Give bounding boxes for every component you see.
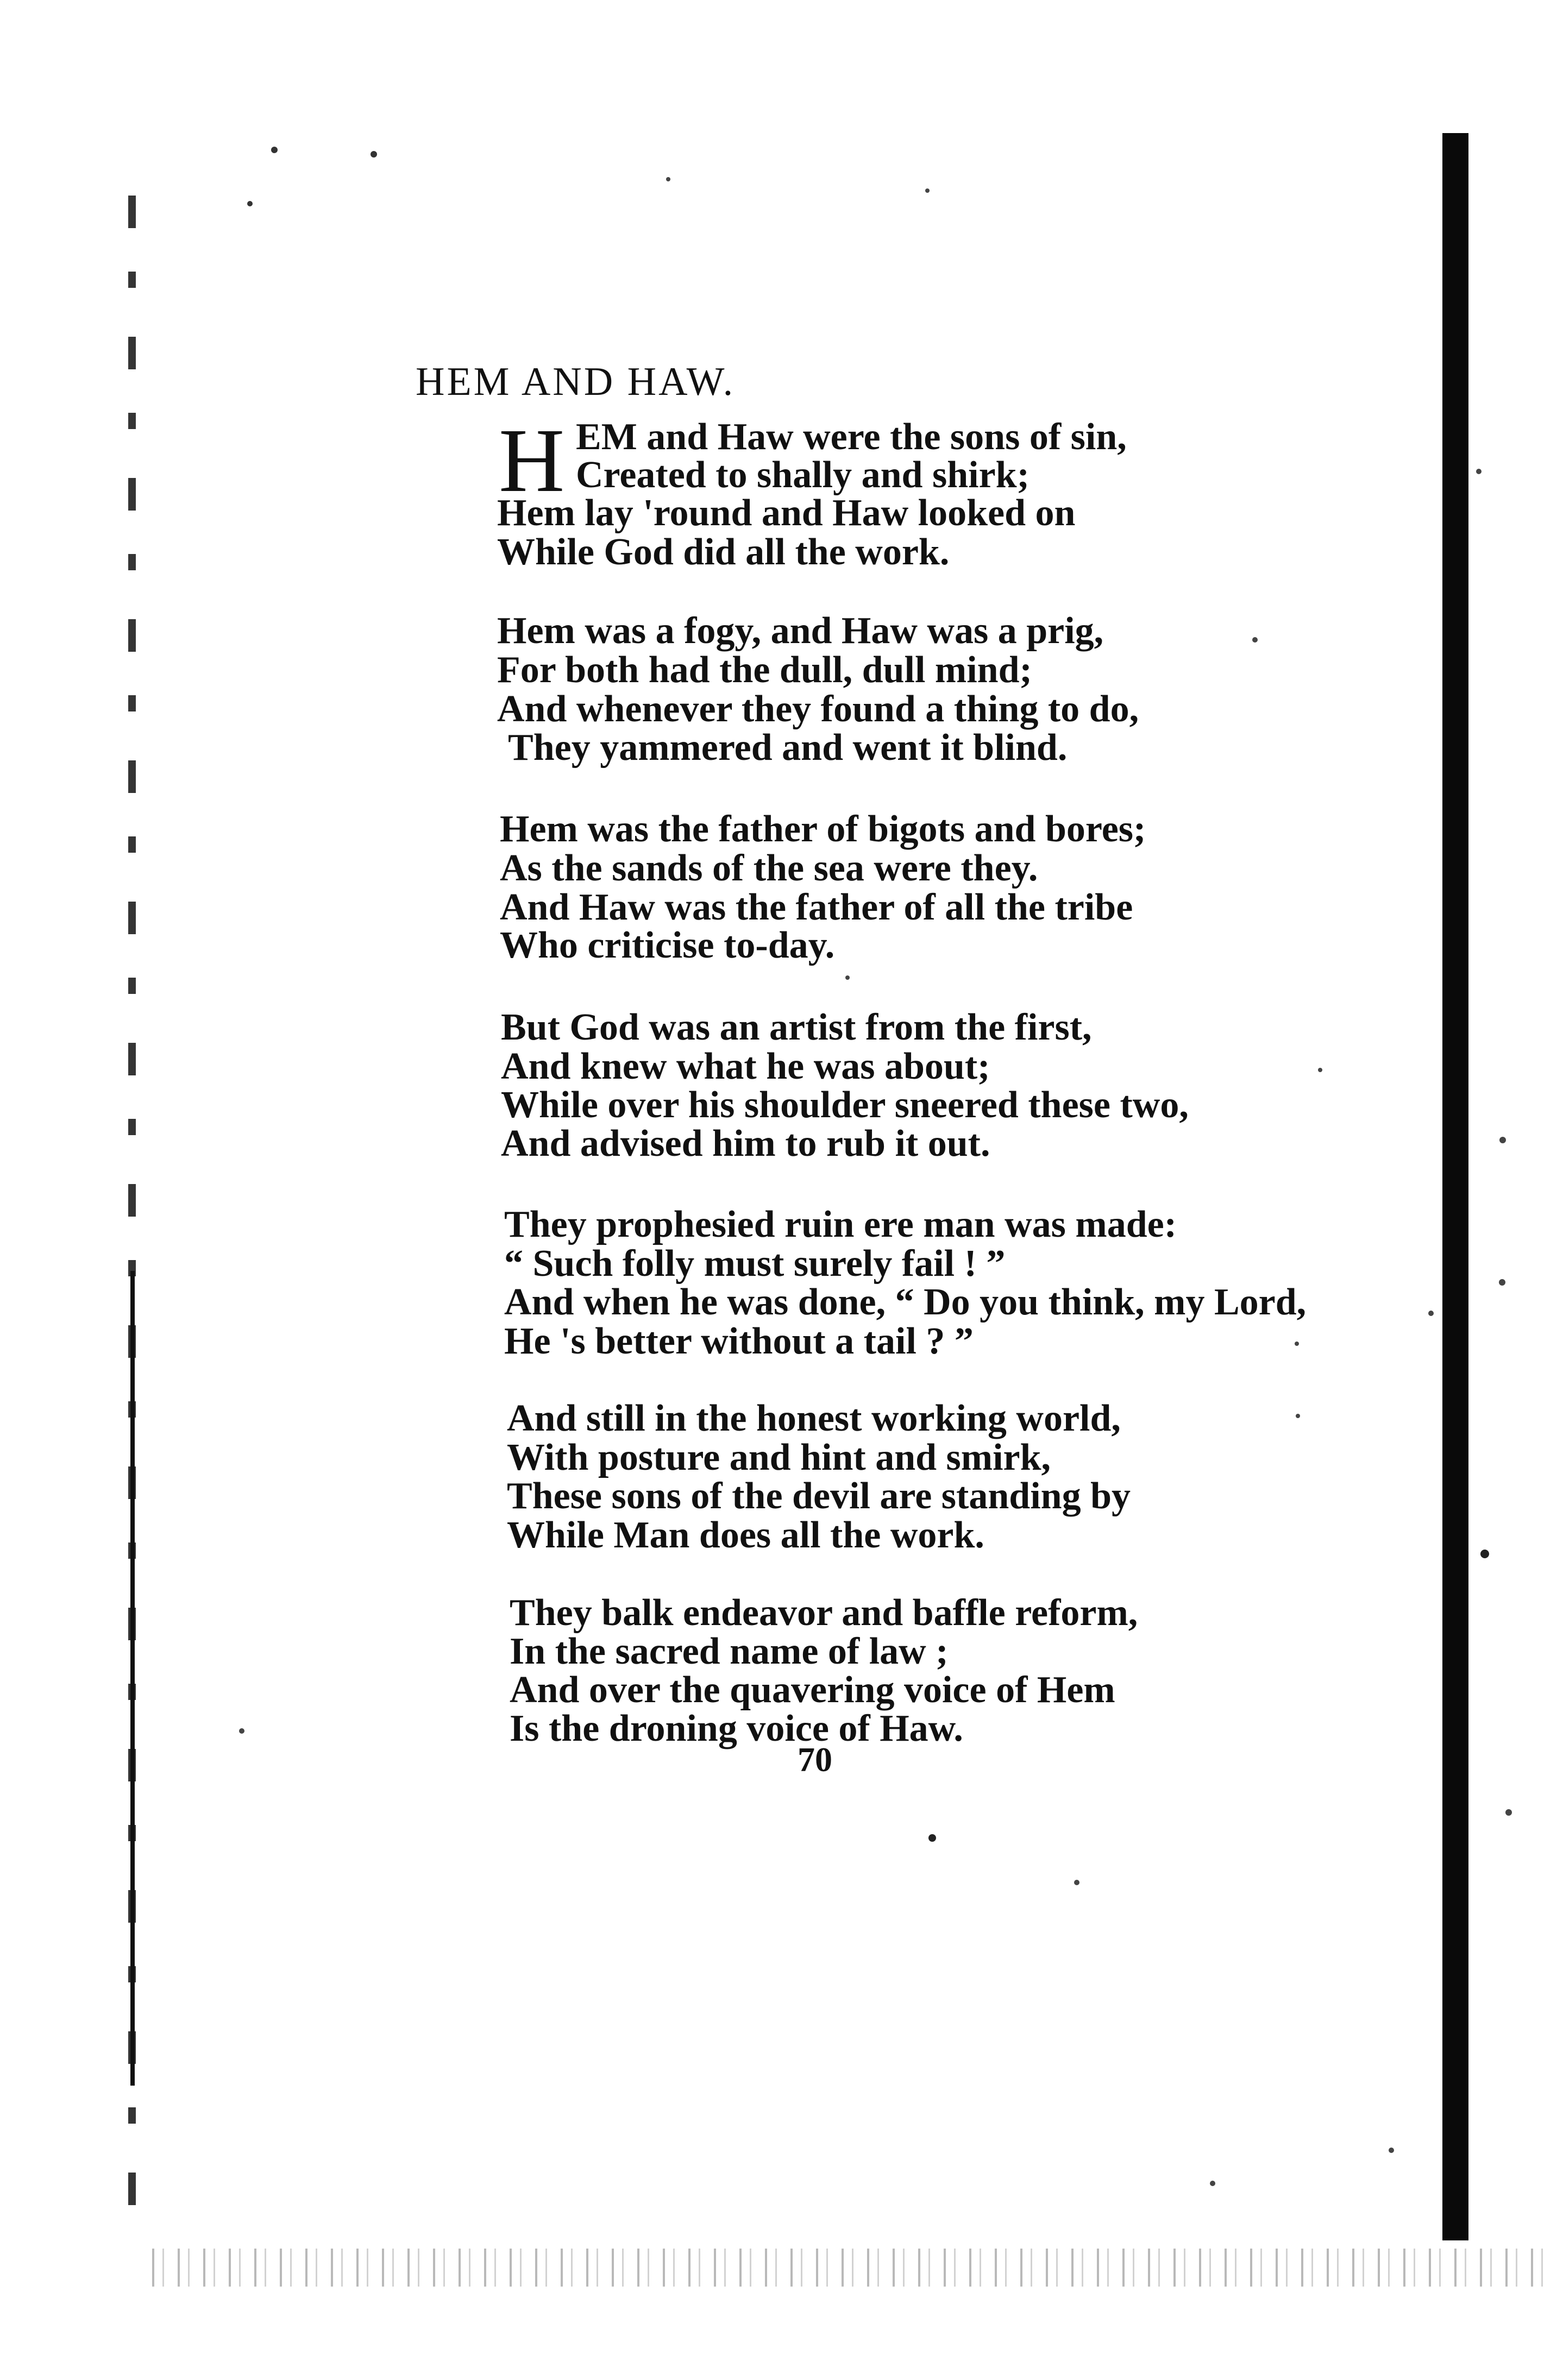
poem-line: Who criticise to-day. — [500, 924, 835, 966]
poem-line: While over his shoulder sneered these two, — [501, 1084, 1189, 1126]
poem-line: And over the quavering voice of Hem — [510, 1669, 1115, 1711]
poem-line: And Haw was the father of all the tribe — [500, 886, 1133, 928]
poem-line: “ Such folly must surely fail ! ” — [504, 1243, 1006, 1285]
poem-line: But God was an artist from the first, — [501, 1006, 1092, 1048]
drop-cap-letter: H — [499, 410, 565, 511]
poem-line: Created to shally and shirk; — [576, 454, 1030, 496]
poem-line: They yammered and went it blind. — [508, 727, 1068, 769]
poem-line: He 's better without a tail ? ” — [504, 1320, 974, 1362]
bottom-scan-noise — [152, 2249, 1554, 2287]
poem-line: And knew what he was about; — [501, 1046, 990, 1087]
poem-line: With posture and hint and smirk, — [507, 1437, 1051, 1478]
poem-line: As the sands of the sea were they. — [500, 847, 1038, 889]
poem-line: Hem lay 'round and Haw looked on — [497, 492, 1076, 534]
poem-line: And advised him to rub it out. — [501, 1123, 990, 1164]
poem-line: Hem was a fogy, and Haw was a prig, — [497, 610, 1104, 652]
poem-line: In the sacred name of law ; — [510, 1630, 949, 1672]
poem-line: And still in the honest working world, — [507, 1397, 1121, 1439]
poem-line: Hem was the father of bigots and bores; — [500, 808, 1146, 850]
poem-line: And whenever they found a thing to do, — [497, 688, 1139, 730]
poem-line: They prophesied ruin ere man was made: — [504, 1204, 1177, 1245]
poem-line: For both had the dull, dull mind; — [497, 649, 1032, 691]
poem-line: Is the droning voice of Haw. — [510, 1708, 963, 1749]
poem-line: While God did all the work. — [497, 531, 950, 573]
poem-line: EM and Haw were the sons of sin, — [576, 416, 1127, 458]
poem-line: While Man does all the work. — [507, 1514, 984, 1556]
page-edge-shadow-bar — [1442, 133, 1468, 2240]
binding-edge-scan-artifact-solid — [130, 1271, 135, 2086]
poem-line: They balk endeavor and baffle reform, — [510, 1592, 1138, 1634]
page-number: 70 — [798, 1740, 832, 1779]
poem-line: And when he was done, “ Do you think, my Lord, — [504, 1281, 1307, 1323]
poem-title: HEM AND HAW. — [416, 360, 736, 404]
poem-line: These sons of the devil are standing by — [507, 1475, 1131, 1517]
